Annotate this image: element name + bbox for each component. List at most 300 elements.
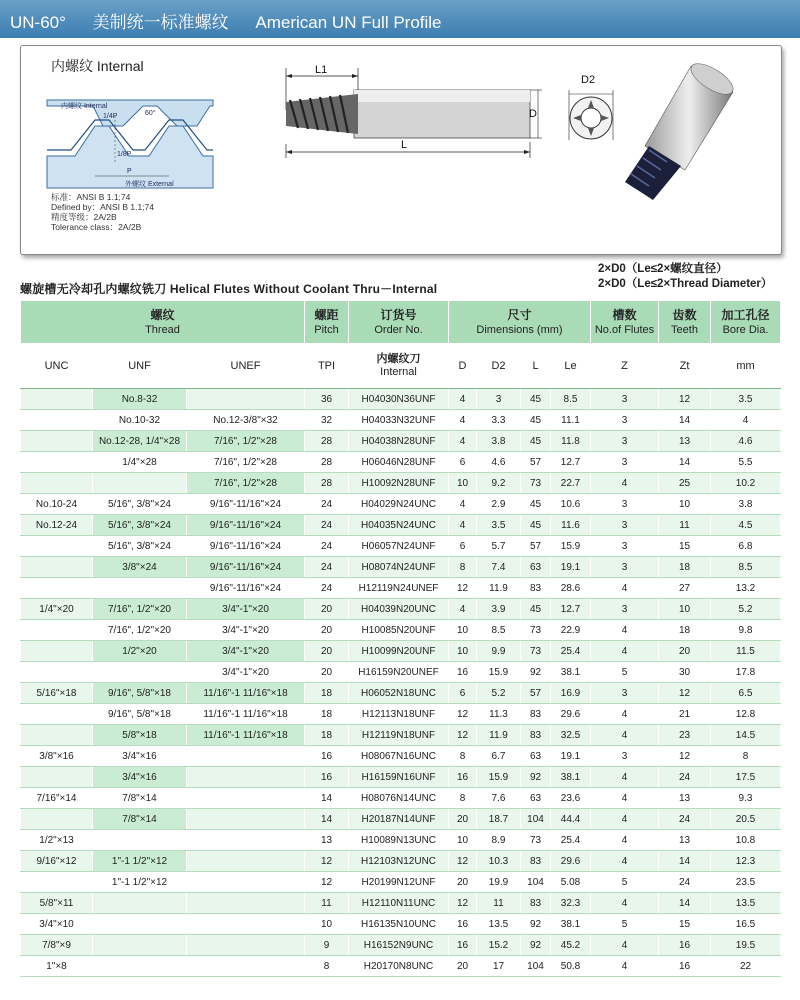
cell-order-no: H20199N12UNF bbox=[349, 872, 449, 893]
cell-le: 44.4 bbox=[551, 809, 591, 830]
cell-tpi: 9 bbox=[305, 935, 349, 956]
cell-d: 4 bbox=[449, 410, 477, 431]
cell-l: 92 bbox=[521, 935, 551, 956]
cell-le: 28.6 bbox=[551, 578, 591, 599]
cell-le: 11.1 bbox=[551, 410, 591, 431]
cell-d2: 5.2 bbox=[477, 683, 521, 704]
cell-flutes: 4 bbox=[591, 578, 659, 599]
cell-d: 12 bbox=[449, 704, 477, 725]
cell-d: 4 bbox=[449, 599, 477, 620]
table-row bbox=[21, 914, 781, 935]
th-d: D bbox=[449, 344, 477, 389]
cell-teeth: 16 bbox=[659, 956, 711, 977]
cell-unef bbox=[187, 788, 305, 809]
cell-d2: 10.3 bbox=[477, 851, 521, 872]
cell-l: 63 bbox=[521, 746, 551, 767]
cell-le: 22.7 bbox=[551, 473, 591, 494]
cell-teeth: 13 bbox=[659, 830, 711, 851]
cell-le: 19.1 bbox=[551, 557, 591, 578]
cell-d: 4 bbox=[449, 431, 477, 452]
cell-order-no: H16159N16UNF bbox=[349, 767, 449, 788]
title-model: UN-60° bbox=[10, 13, 66, 32]
cell-d: 10 bbox=[449, 620, 477, 641]
cell-bore: 3.8 bbox=[711, 494, 781, 515]
cell-bore: 13.2 bbox=[711, 578, 781, 599]
cell-d2: 3.5 bbox=[477, 515, 521, 536]
cell-l: 73 bbox=[521, 620, 551, 641]
cell-unc bbox=[21, 809, 93, 830]
cell-flutes: 4 bbox=[591, 851, 659, 872]
th-z: Z bbox=[591, 344, 659, 389]
cell-flutes: 4 bbox=[591, 809, 659, 830]
cell-unf: 5/16", 3/8"×24 bbox=[93, 494, 187, 515]
table-row bbox=[21, 746, 781, 767]
cell-unf bbox=[93, 914, 187, 935]
cell-d2: 15.9 bbox=[477, 662, 521, 683]
cell-flutes: 3 bbox=[591, 431, 659, 452]
cell-teeth: 10 bbox=[659, 494, 711, 515]
cell-l: 92 bbox=[521, 914, 551, 935]
cell-d2: 17 bbox=[477, 956, 521, 977]
internal-label: 内螺纹 Internal bbox=[51, 58, 144, 74]
table-row bbox=[21, 809, 781, 830]
cell-flutes: 3 bbox=[591, 599, 659, 620]
product-subtitle: 螺旋槽无冷却孔内螺纹铣刀 Helical Flutes Without Coolant Thru－Internal bbox=[20, 282, 438, 296]
cell-d: 6 bbox=[449, 683, 477, 704]
cell-le: 45.2 bbox=[551, 935, 591, 956]
cell-teeth: 21 bbox=[659, 704, 711, 725]
table-row bbox=[21, 956, 781, 977]
cell-unf bbox=[93, 956, 187, 977]
cell-order-no: H16152N9UNC bbox=[349, 935, 449, 956]
cell-l: 104 bbox=[521, 872, 551, 893]
cell-flutes: 3 bbox=[591, 410, 659, 431]
cell-d2: 4.6 bbox=[477, 452, 521, 473]
cell-bore: 14.5 bbox=[711, 725, 781, 746]
cell-order-no: H12103N12UNC bbox=[349, 851, 449, 872]
cell-d2: 11.9 bbox=[477, 578, 521, 599]
cell-teeth: 27 bbox=[659, 578, 711, 599]
cell-l: 57 bbox=[521, 452, 551, 473]
cell-unf: 3/4"×16 bbox=[93, 767, 187, 788]
cell-l: 104 bbox=[521, 956, 551, 977]
cell-l: 45 bbox=[521, 599, 551, 620]
th-internal: 内螺纹刀 Internal bbox=[349, 344, 449, 389]
cell-unc: 1/2"×13 bbox=[21, 830, 93, 851]
cell-order-no: H08074N24UNF bbox=[349, 557, 449, 578]
cell-flutes: 4 bbox=[591, 830, 659, 851]
cell-bore: 9.8 bbox=[711, 620, 781, 641]
cell-l: 45 bbox=[521, 431, 551, 452]
cell-flutes: 3 bbox=[591, 536, 659, 557]
table-row bbox=[21, 683, 781, 704]
cell-teeth: 20 bbox=[659, 641, 711, 662]
page-title bbox=[10, 8, 464, 33]
cell-teeth: 24 bbox=[659, 767, 711, 788]
cell-unc bbox=[21, 872, 93, 893]
cell-tpi: 20 bbox=[305, 620, 349, 641]
th-bore: 加工孔径 Bore Dia. bbox=[711, 301, 781, 344]
table-header-main bbox=[21, 301, 781, 344]
cell-order-no: H12110N11UNC bbox=[349, 893, 449, 914]
cell-unc bbox=[21, 452, 93, 473]
cell-bore: 5.2 bbox=[711, 599, 781, 620]
cell-order-no: H04039N20UNC bbox=[349, 599, 449, 620]
cell-tpi: 24 bbox=[305, 557, 349, 578]
cell-unf: No.10-32 bbox=[93, 410, 187, 431]
cell-bore: 17.8 bbox=[711, 662, 781, 683]
cell-d2: 9.2 bbox=[477, 473, 521, 494]
cell-tpi: 18 bbox=[305, 683, 349, 704]
cell-bore: 4.6 bbox=[711, 431, 781, 452]
cell-tpi: 8 bbox=[305, 956, 349, 977]
cell-d2: 3.3 bbox=[477, 410, 521, 431]
cell-l: 104 bbox=[521, 809, 551, 830]
cell-le: 12.7 bbox=[551, 452, 591, 473]
thread-profile-diagram bbox=[45, 98, 215, 198]
cell-flutes: 3 bbox=[591, 557, 659, 578]
cell-unef: 9/16"-11/16"×24 bbox=[187, 557, 305, 578]
cell-flutes: 4 bbox=[591, 893, 659, 914]
cell-bore: 6.8 bbox=[711, 536, 781, 557]
table-row bbox=[21, 452, 781, 473]
cell-unef bbox=[187, 893, 305, 914]
cell-tpi: 14 bbox=[305, 788, 349, 809]
cell-unef bbox=[187, 830, 305, 851]
cell-order-no: H20170N8UNC bbox=[349, 956, 449, 977]
cell-unef bbox=[187, 956, 305, 977]
cell-unef: 3/4"-1"×20 bbox=[187, 662, 305, 683]
cell-unf bbox=[93, 662, 187, 683]
cell-tpi: 12 bbox=[305, 851, 349, 872]
cell-d2: 3.8 bbox=[477, 431, 521, 452]
cell-order-no: H20187N14UNF bbox=[349, 809, 449, 830]
cell-unf: 5/8"×18 bbox=[93, 725, 187, 746]
cell-unf: 9/16", 5/8"×18 bbox=[93, 683, 187, 704]
cell-d2: 18.7 bbox=[477, 809, 521, 830]
cell-unf bbox=[93, 893, 187, 914]
cell-unc bbox=[21, 704, 93, 725]
cell-order-no: H12113N18UNF bbox=[349, 704, 449, 725]
cell-tpi: 10 bbox=[305, 914, 349, 935]
cell-bore: 19.5 bbox=[711, 935, 781, 956]
cell-d2: 7.6 bbox=[477, 788, 521, 809]
cell-flutes: 4 bbox=[591, 956, 659, 977]
cell-bore: 17.5 bbox=[711, 767, 781, 788]
th-d2: D2 bbox=[477, 344, 521, 389]
cell-tpi: 14 bbox=[305, 809, 349, 830]
svg-text:外螺纹 External: 外螺纹 External bbox=[125, 181, 174, 188]
cell-unef: 7/16", 1/2"×28 bbox=[187, 452, 305, 473]
cell-d2: 11.9 bbox=[477, 725, 521, 746]
cell-d: 8 bbox=[449, 788, 477, 809]
table-row bbox=[21, 788, 781, 809]
th-unf: UNF bbox=[93, 344, 187, 389]
cell-d2: 7.4 bbox=[477, 557, 521, 578]
cell-d: 6 bbox=[449, 536, 477, 557]
cell-flutes: 4 bbox=[591, 620, 659, 641]
cell-bore: 6.5 bbox=[711, 683, 781, 704]
cell-unef: 11/16"-1 11/16"×18 bbox=[187, 704, 305, 725]
cell-unf: 1"-1 1/2"×12 bbox=[93, 851, 187, 872]
cell-teeth: 24 bbox=[659, 809, 711, 830]
cell-d: 16 bbox=[449, 914, 477, 935]
cell-d: 4 bbox=[449, 515, 477, 536]
table-row bbox=[21, 431, 781, 452]
cell-l: 83 bbox=[521, 578, 551, 599]
cell-unf: 1"-1 1/2"×12 bbox=[93, 872, 187, 893]
cell-order-no: H16135N10UNC bbox=[349, 914, 449, 935]
cell-tpi: 28 bbox=[305, 473, 349, 494]
cell-unf: 1/2"×20 bbox=[93, 641, 187, 662]
cell-d2: 13.5 bbox=[477, 914, 521, 935]
table-row bbox=[21, 704, 781, 725]
cell-tpi: 24 bbox=[305, 494, 349, 515]
th-thread: 螺纹 Thread bbox=[21, 301, 305, 344]
cell-tpi: 18 bbox=[305, 704, 349, 725]
cell-bore: 22 bbox=[711, 956, 781, 977]
th-zt: Zt bbox=[659, 344, 711, 389]
length-note: 2×D0（Le≤2×螺纹直径） 2×D0（Le≤2×Thread Diameter） bbox=[598, 263, 773, 290]
cell-teeth: 15 bbox=[659, 536, 711, 557]
table-row bbox=[21, 599, 781, 620]
svg-text:P: P bbox=[127, 168, 132, 175]
cell-bore: 5.5 bbox=[711, 452, 781, 473]
th-tpi: TPI bbox=[305, 344, 349, 389]
cell-d: 8 bbox=[449, 746, 477, 767]
cell-tpi: 36 bbox=[305, 389, 349, 410]
cell-unc bbox=[21, 410, 93, 431]
cell-tpi: 20 bbox=[305, 599, 349, 620]
cell-d: 12 bbox=[449, 893, 477, 914]
cell-d: 16 bbox=[449, 662, 477, 683]
cell-l: 57 bbox=[521, 683, 551, 704]
title-bar bbox=[0, 0, 800, 38]
cell-flutes: 3 bbox=[591, 515, 659, 536]
cell-le: 38.1 bbox=[551, 662, 591, 683]
cell-flutes: 4 bbox=[591, 641, 659, 662]
cell-unc: No.12-24 bbox=[21, 515, 93, 536]
cell-d: 12 bbox=[449, 725, 477, 746]
cell-unef: 9/16"-11/16"×24 bbox=[187, 515, 305, 536]
cell-unf: 5/16", 3/8"×24 bbox=[93, 515, 187, 536]
cell-tpi: 12 bbox=[305, 872, 349, 893]
table-row bbox=[21, 473, 781, 494]
table-row bbox=[21, 494, 781, 515]
cell-l: 83 bbox=[521, 893, 551, 914]
cell-bore: 11.5 bbox=[711, 641, 781, 662]
cell-d: 12 bbox=[449, 851, 477, 872]
cell-d: 12 bbox=[449, 578, 477, 599]
cell-le: 16.9 bbox=[551, 683, 591, 704]
cell-order-no: H12119N24UNEF bbox=[349, 578, 449, 599]
cell-le: 50.8 bbox=[551, 956, 591, 977]
cell-l: 45 bbox=[521, 389, 551, 410]
cell-le: 32.5 bbox=[551, 725, 591, 746]
cell-unc bbox=[21, 536, 93, 557]
cell-d: 6 bbox=[449, 452, 477, 473]
cell-d: 8 bbox=[449, 557, 477, 578]
cell-unf: 7/8"×14 bbox=[93, 809, 187, 830]
cell-unc bbox=[21, 725, 93, 746]
cell-d2: 3.9 bbox=[477, 599, 521, 620]
cell-teeth: 18 bbox=[659, 557, 711, 578]
cell-l: 83 bbox=[521, 704, 551, 725]
cell-tpi: 16 bbox=[305, 767, 349, 788]
cell-teeth: 13 bbox=[659, 788, 711, 809]
table-row bbox=[21, 935, 781, 956]
cell-l: 73 bbox=[521, 830, 551, 851]
cell-tpi: 18 bbox=[305, 725, 349, 746]
table-row bbox=[21, 851, 781, 872]
cell-flutes: 4 bbox=[591, 704, 659, 725]
cell-order-no: H10092N28UNF bbox=[349, 473, 449, 494]
cell-order-no: H16159N20UNEF bbox=[349, 662, 449, 683]
title-en: American UN Full Profile bbox=[255, 13, 442, 32]
cell-d2: 11.3 bbox=[477, 704, 521, 725]
cell-bore: 12.3 bbox=[711, 851, 781, 872]
cell-unc: 5/16"×18 bbox=[21, 683, 93, 704]
cell-teeth: 23 bbox=[659, 725, 711, 746]
cell-unef: 9/16"-11/16"×24 bbox=[187, 536, 305, 557]
dim-l1: L1 bbox=[315, 64, 328, 76]
cell-unf: 1/4"×28 bbox=[93, 452, 187, 473]
cell-unef bbox=[187, 851, 305, 872]
svg-text:1/4P: 1/4P bbox=[103, 113, 118, 120]
cell-l: 45 bbox=[521, 410, 551, 431]
svg-text:60°: 60° bbox=[145, 110, 156, 117]
cell-unf: 5/16", 3/8"×24 bbox=[93, 536, 187, 557]
cell-order-no: H04038N28UNF bbox=[349, 431, 449, 452]
cell-le: 38.1 bbox=[551, 767, 591, 788]
cell-d: 16 bbox=[449, 767, 477, 788]
table-row bbox=[21, 830, 781, 851]
cell-d2: 8.5 bbox=[477, 620, 521, 641]
table-row bbox=[21, 725, 781, 746]
cell-unef: 7/16", 1/2"×28 bbox=[187, 473, 305, 494]
cell-d: 20 bbox=[449, 872, 477, 893]
cell-d: 10 bbox=[449, 830, 477, 851]
cell-order-no: H10099N20UNF bbox=[349, 641, 449, 662]
cell-flutes: 3 bbox=[591, 746, 659, 767]
cell-unef: 11/16"-1 11/16"×18 bbox=[187, 683, 305, 704]
cell-order-no: H08067N16UNC bbox=[349, 746, 449, 767]
th-unc: UNC bbox=[21, 344, 93, 389]
cell-flutes: 4 bbox=[591, 767, 659, 788]
cell-unf: 7/16", 1/2"×20 bbox=[93, 599, 187, 620]
cell-d: 10 bbox=[449, 473, 477, 494]
cell-teeth: 14 bbox=[659, 893, 711, 914]
cell-flutes: 3 bbox=[591, 389, 659, 410]
cell-bore: 9.3 bbox=[711, 788, 781, 809]
cell-d2: 19.9 bbox=[477, 872, 521, 893]
cell-le: 8.5 bbox=[551, 389, 591, 410]
cell-unf bbox=[93, 935, 187, 956]
cell-le: 22.9 bbox=[551, 620, 591, 641]
cell-unef bbox=[187, 872, 305, 893]
cell-unf: 3/4"×16 bbox=[93, 746, 187, 767]
table-row bbox=[21, 515, 781, 536]
cell-le: 32.3 bbox=[551, 893, 591, 914]
cell-order-no: H04029N24UNC bbox=[349, 494, 449, 515]
cell-d2: 11 bbox=[477, 893, 521, 914]
cell-le: 10.6 bbox=[551, 494, 591, 515]
cell-tpi: 20 bbox=[305, 662, 349, 683]
cell-tpi: 28 bbox=[305, 431, 349, 452]
cell-teeth: 18 bbox=[659, 620, 711, 641]
cell-d2: 5.7 bbox=[477, 536, 521, 557]
cell-order-no: H04030N36UNF bbox=[349, 389, 449, 410]
cell-flutes: 5 bbox=[591, 662, 659, 683]
cell-le: 12.7 bbox=[551, 599, 591, 620]
cell-tpi: 28 bbox=[305, 452, 349, 473]
cell-d: 16 bbox=[449, 935, 477, 956]
cell-order-no: H04033N32UNF bbox=[349, 410, 449, 431]
cell-le: 25.4 bbox=[551, 641, 591, 662]
cell-unc: 7/8"×9 bbox=[21, 935, 93, 956]
cell-unf: 9/16", 5/8"×18 bbox=[93, 704, 187, 725]
cell-unc bbox=[21, 557, 93, 578]
cell-tpi: 16 bbox=[305, 746, 349, 767]
cell-tpi: 20 bbox=[305, 641, 349, 662]
cell-bore: 10.8 bbox=[711, 830, 781, 851]
svg-text:内螺纹 Internal: 内螺纹 Internal bbox=[61, 103, 108, 110]
cell-teeth: 12 bbox=[659, 389, 711, 410]
cell-unf: 7/16", 1/2"×20 bbox=[93, 620, 187, 641]
title-cn: 美制统一标准螺纹 bbox=[92, 13, 229, 32]
cell-unf bbox=[93, 578, 187, 599]
cell-unef bbox=[187, 914, 305, 935]
cell-bore: 12.8 bbox=[711, 704, 781, 725]
cell-l: 92 bbox=[521, 662, 551, 683]
cell-d2: 2.9 bbox=[477, 494, 521, 515]
cell-order-no: H10085N20UNF bbox=[349, 620, 449, 641]
cell-teeth: 14 bbox=[659, 410, 711, 431]
cell-l: 63 bbox=[521, 557, 551, 578]
cell-le: 25.4 bbox=[551, 830, 591, 851]
cell-le: 11.8 bbox=[551, 431, 591, 452]
table-row bbox=[21, 620, 781, 641]
dim-d2: D2 bbox=[581, 74, 596, 86]
cell-l: 45 bbox=[521, 494, 551, 515]
cell-unf: No.12-28, 1/4"×28 bbox=[93, 431, 187, 452]
cell-unef: 7/16", 1/2"×28 bbox=[187, 431, 305, 452]
cell-order-no: H04035N24UNC bbox=[349, 515, 449, 536]
cell-tpi: 32 bbox=[305, 410, 349, 431]
cell-teeth: 14 bbox=[659, 851, 711, 872]
table-row bbox=[21, 872, 781, 893]
cell-unc bbox=[21, 473, 93, 494]
cell-unc bbox=[21, 767, 93, 788]
cell-le: 29.6 bbox=[551, 704, 591, 725]
cell-unef: 3/4"-1"×20 bbox=[187, 641, 305, 662]
cell-bore: 10.2 bbox=[711, 473, 781, 494]
th-flutes: 槽数 No.of Flutes bbox=[591, 301, 659, 344]
cell-flutes: 4 bbox=[591, 725, 659, 746]
cell-d: 10 bbox=[449, 641, 477, 662]
cell-unef bbox=[187, 389, 305, 410]
cell-le: 15.9 bbox=[551, 536, 591, 557]
cell-bore: 8 bbox=[711, 746, 781, 767]
table-row bbox=[21, 536, 781, 557]
th-dimensions: 尺寸 Dimensions (mm) bbox=[449, 301, 591, 344]
cell-order-no: H10089N13UNC bbox=[349, 830, 449, 851]
diagram-panel bbox=[20, 45, 782, 255]
th-mm: mm bbox=[711, 344, 781, 389]
cell-unc bbox=[21, 431, 93, 452]
th-l: L bbox=[521, 344, 551, 389]
cell-d: 4 bbox=[449, 389, 477, 410]
